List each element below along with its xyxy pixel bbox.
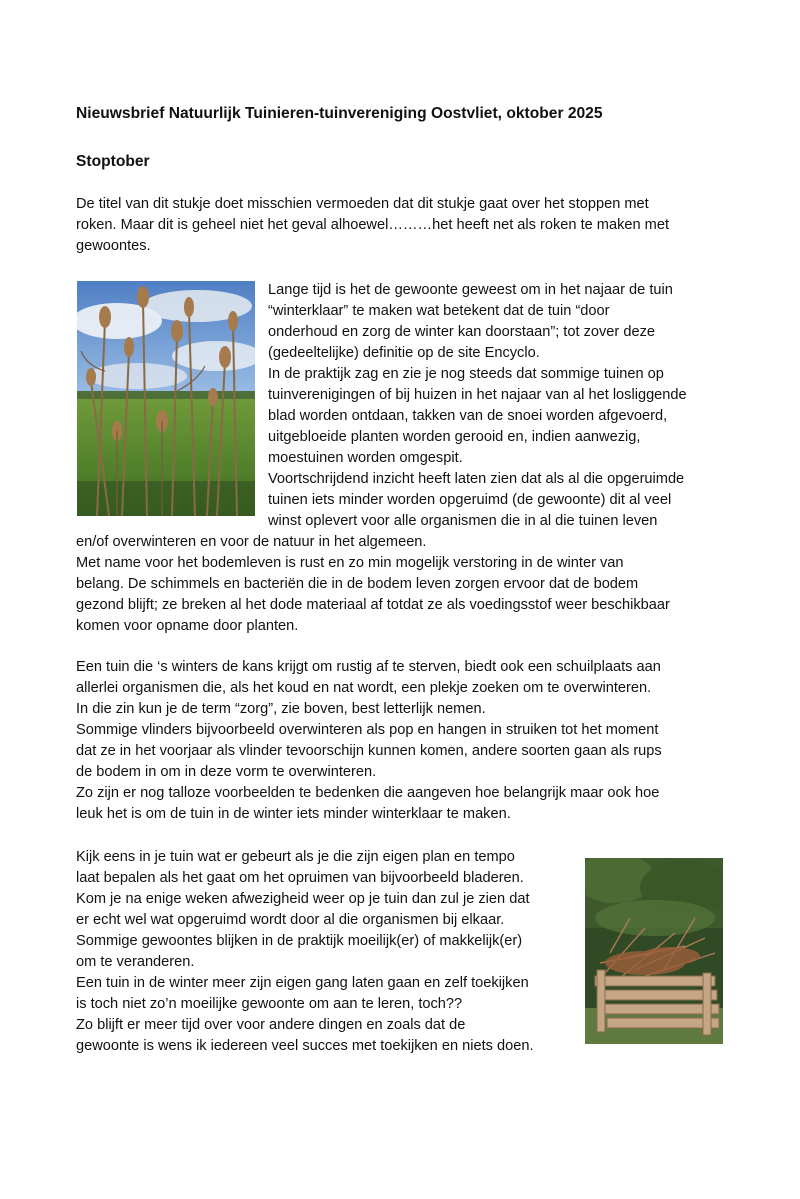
text-line: blad worden ontdaan, takken van de snoei worden afgevoerd,	[268, 408, 668, 424]
text-line: Met name voor het bodemleven is rust en zo min mogelijk verstoring in de winter van	[76, 555, 624, 571]
section-1-paragraph	[268, 280, 687, 532]
text-line: Kijk eens in je tuin wat er gebeurt als je die zijn eigen plan en tempo	[76, 849, 515, 865]
text-line: en/of overwinteren en voor de natuur in het algemeen.	[76, 534, 427, 550]
section-2-paragraph	[76, 657, 662, 825]
text-line: moestuinen worden omgespit.	[268, 450, 463, 466]
text-line: In de praktijk zag en zie je nog steeds dat sommige tuinen op	[268, 366, 664, 382]
text-line: gewoonte is wens ik iedereen veel succes met toekijken en niets doen.	[76, 1038, 534, 1054]
text-line: tuinverenigingen of bij huizen in het najaar van al het losliggende	[268, 387, 687, 403]
text-line: laat bepalen als het gaat om het opruimen van bijvoorbeeld bladeren.	[76, 870, 524, 886]
text-line: Sommige gewoontes blijken in de praktijk moeilijk(er) of makkelijk(er)	[76, 933, 523, 949]
text-line: Voortschrijdend inzicht heeft laten zien dat als al die opgeruimde	[268, 471, 685, 487]
intro-paragraph	[76, 194, 669, 257]
text-line: Kom je na enige weken afwezigheid weer op je tuin dan zul je zien dat	[76, 891, 530, 907]
text-line: Een tuin in de winter meer zijn eigen gang laten gaan en zelf toekijken	[76, 975, 529, 991]
newsletter-title: Nieuwsbrief Natuurlijk Tuinieren-tuinvereniging Oostvliet, oktober 2025	[76, 105, 603, 122]
text-line: onderhoud en zorg de winter kan doorstaan”; tot zover deze	[268, 324, 655, 340]
text-line: de bodem in om in deze vorm te overwinteren.	[76, 764, 377, 780]
text-line: belang. De schimmels en bacteriën die in de bodem leven zorgen ervoor dat de bodem	[76, 576, 639, 592]
text-line: om te veranderen.	[76, 954, 195, 970]
text-line: Zo blijft er meer tijd over voor andere dingen en zoals dat de	[76, 1017, 466, 1033]
section-3-paragraph	[76, 847, 534, 1057]
teasel-photo	[77, 281, 255, 516]
text-line: allerlei organismen die, als het koud en nat wordt, een plekje zoeken om te overwinteren.	[76, 680, 652, 696]
article-heading: Stoptober	[76, 153, 150, 170]
text-line: winst oplevert voor alle organismen die in al die tuinen leven	[268, 513, 658, 529]
text-line: gezond blijft; ze breken al het dode materiaal af totdat ze als voedingsstof weer beschikbaar	[76, 597, 670, 613]
text-line: is toch niet zo’n moeilijke gewoonte om aan te leren, toch??	[76, 996, 463, 1012]
text-line: komen voor opname door planten.	[76, 618, 299, 634]
text-line: gewoontes.	[76, 238, 151, 254]
compost-bin-photo	[585, 858, 723, 1044]
text-line: Zo zijn er nog talloze voorbeelden te bedenken die aangeven hoe belangrijk maar ook hoe	[76, 785, 660, 801]
text-line: “winterklaar” te maken wat betekent dat de tuin “door	[268, 303, 610, 319]
text-line: roken. Maar dit is geheel niet het geval alhoewel………het heeft net als roken te maken met	[76, 217, 669, 233]
text-line: Lange tijd is het de gewoonte geweest om in het najaar de tuin	[268, 282, 673, 298]
text-line: (gedeeltelijke) definitie op de site Encyclo.	[268, 345, 540, 361]
text-line: Een tuin die ‘s winters de kans krijgt om rustig af te sterven, biedt ook een schuilplaats aan	[76, 659, 661, 675]
text-line: tuinen iets minder worden opgeruimd (de gewoonte) dit al veel	[268, 492, 672, 508]
section-1-continued	[76, 532, 670, 637]
text-line: er echt wel wat opgeruimd wordt door al die organismen bij elkaar.	[76, 912, 505, 928]
text-line: leuk het is om de tuin in de winter iets minder winterklaar te maken.	[76, 806, 511, 822]
text-line: De titel van dit stukje doet misschien vermoeden dat dit stukje gaat over het stoppen met	[76, 196, 649, 212]
text-line: Sommige vlinders bijvoorbeeld overwinteren als pop en hangen in struiken tot het moment	[76, 722, 659, 738]
text-line: In die zin kun je de term “zorg”, zie boven, best letterlijk nemen.	[76, 701, 486, 717]
text-line: uitgebloeide planten worden gerooid en, indien aanwezig,	[268, 429, 641, 445]
text-line: dat ze in het voorjaar als vlinder tevoorschijn kunnen komen, andere soorten gaan als rups	[76, 743, 662, 759]
